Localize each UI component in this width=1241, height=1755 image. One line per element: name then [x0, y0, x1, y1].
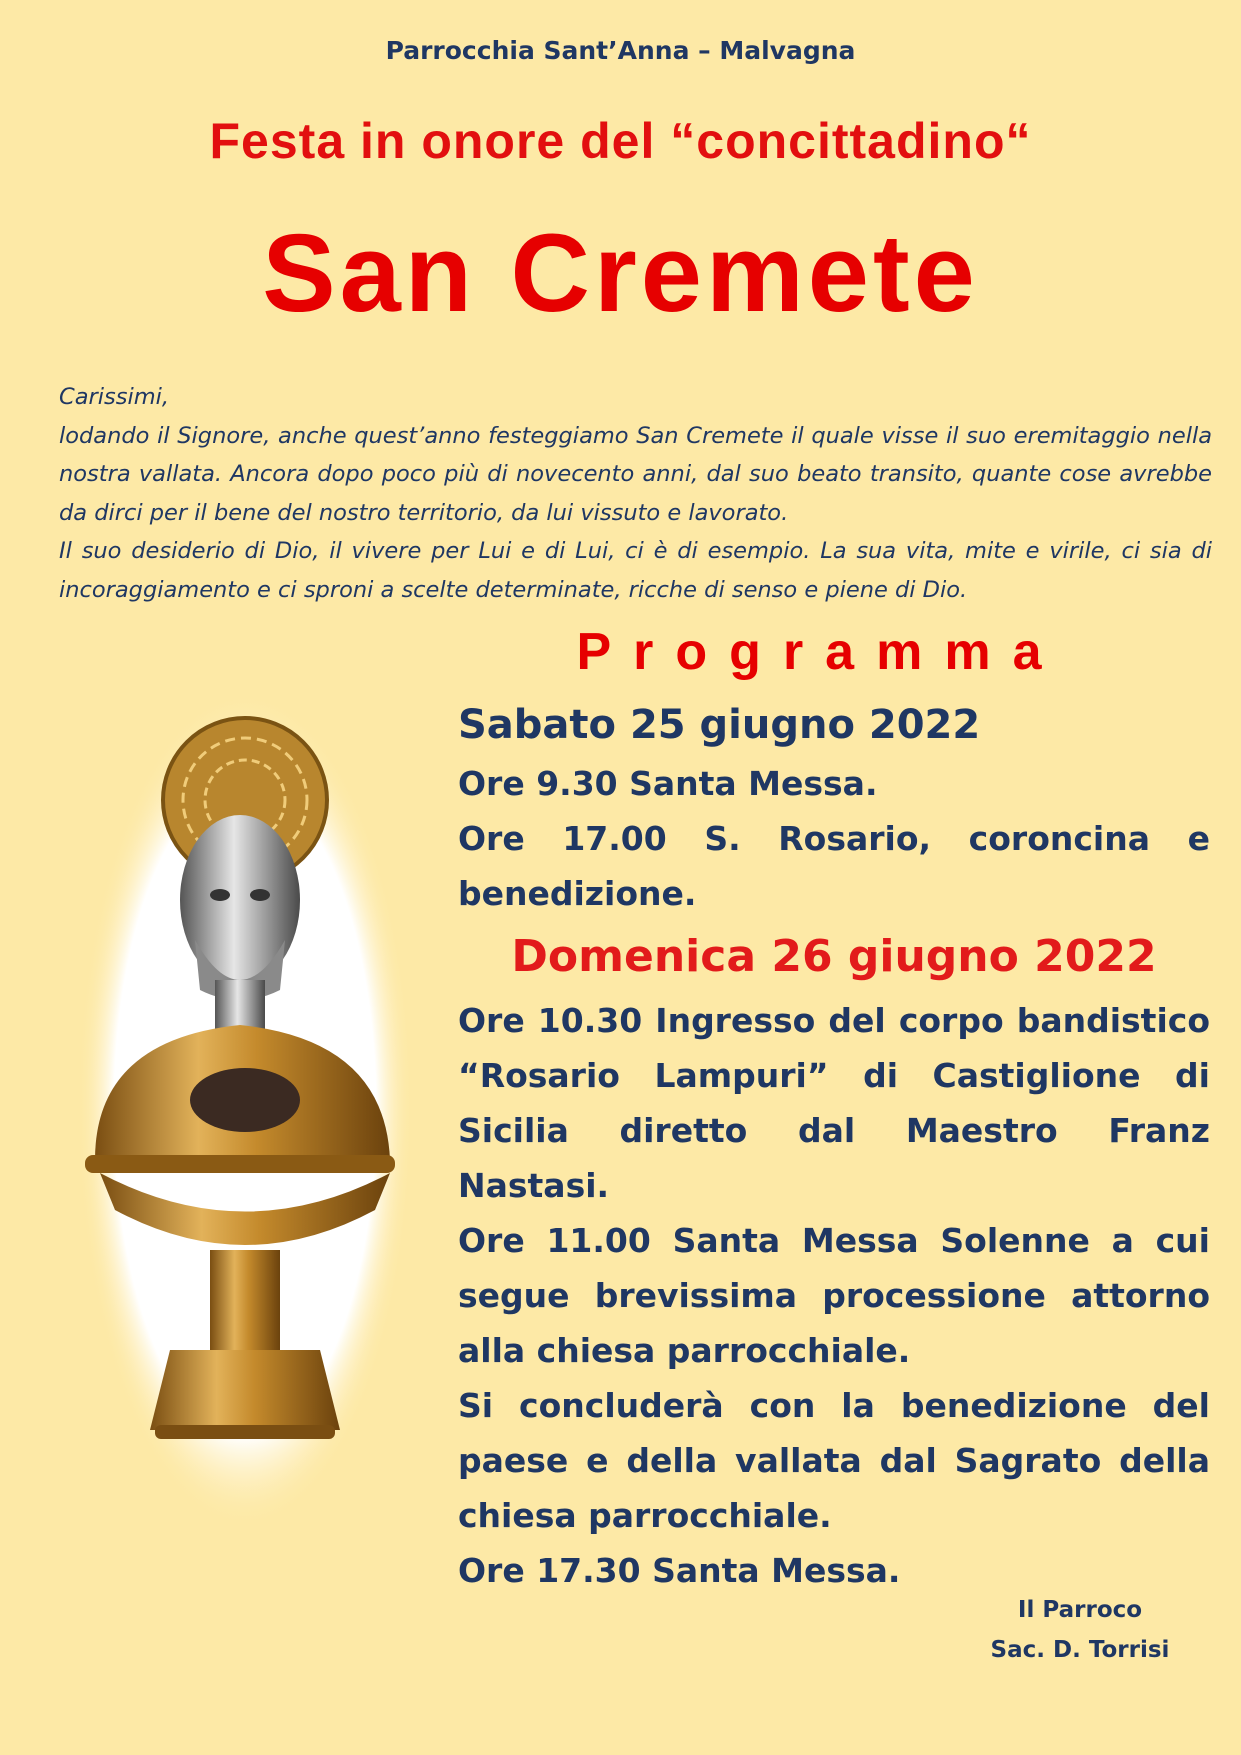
letter-paragraph: lodando il Signore, anche quest’anno festeggiamo San Cremete il quale visse il suo eremitaggio nella nostra vallata. Ancora dopo poco più di novecento anni, dal suo beato transito, quante cose avrebbe da dirci per il bene del nostro territorio, da lui vissuto e lavorato. — [59, 422, 1212, 526]
signature-role: Il Parroco — [1017, 1597, 1143, 1623]
schedule-item: Ore 17.30 Santa Messa. — [458, 1551, 901, 1590]
event-title: San Cremete — [262, 212, 979, 335]
sunday-date: Domenica 26 giugno 2022 — [511, 931, 1157, 982]
letter-greeting: Carissimi, — [59, 384, 170, 410]
pastoral-letter — [59, 378, 1212, 609]
letter-paragraph: Il suo desiderio di Dio, il vivere per Lui e di Lui, ci è di esempio. La sua vita, mite e virile, ci sia di incoraggiamento e ci sproni a scelte determinate, ricche di senso e piene di Dio. — [59, 538, 1212, 603]
saint-reliquary-bust-image — [75, 690, 415, 1530]
program-heading: Programma — [576, 623, 1064, 681]
parish-name: Parrocchia Sant’Anna – Malvagna — [385, 36, 856, 65]
signature-block — [960, 1590, 1200, 1670]
schedule-item: Ore 11.00 Santa Messa Solenne a cui segue brevissima processione attorno alla chiesa parrocchiale. — [458, 1221, 1210, 1370]
saturday-date: Sabato 25 giugno 2022 — [458, 702, 981, 748]
program-schedule — [458, 694, 1210, 1598]
event-subtitle: Festa in onore del “concittadino“ — [209, 113, 1032, 169]
schedule-item: Ore 17.00 S. Rosario, coroncina e benedizione. — [458, 819, 1210, 913]
schedule-item: Si concluderà con la benedizione del paese e della vallata dal Sagrato della chiesa parrocchiale. — [458, 1386, 1210, 1535]
schedule-item: Ore 9.30 Santa Messa. — [458, 764, 878, 803]
signature-name: Sac. D. Torrisi — [990, 1637, 1170, 1663]
schedule-item: Ore 10.30 Ingresso del corpo bandistico “Rosario Lampuri” di Castiglione di Sicilia diretto dal Maestro Franz Nastasi. — [458, 1001, 1210, 1205]
